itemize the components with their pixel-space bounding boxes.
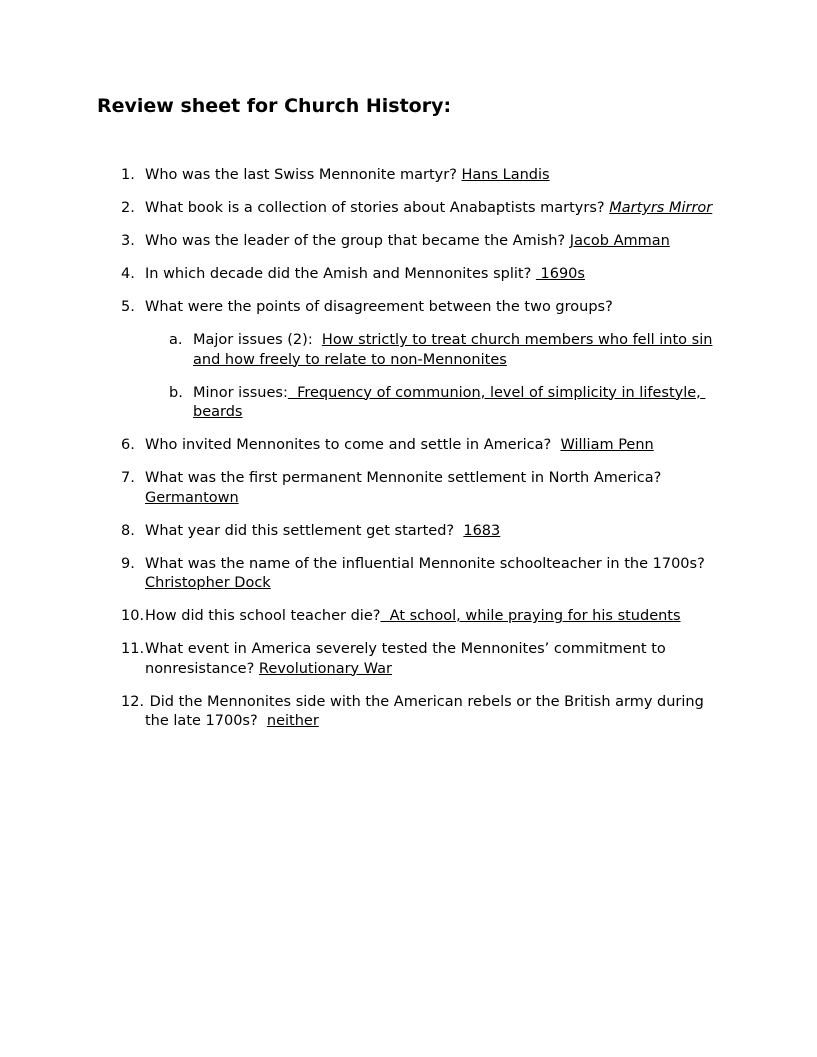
question-text: Who invited Mennonites to come and settle in America? (145, 437, 561, 453)
question-body (145, 555, 726, 594)
answer-text: At school, while praying for his students (380, 608, 681, 624)
subquestion-body (193, 384, 726, 423)
question-body (145, 522, 726, 542)
answer-text: Christopher Dock (145, 575, 271, 591)
answer-text: How strictly to treat church members who fell into sin and how freely to relate to non-Mennonites (193, 332, 713, 368)
question-item (121, 199, 726, 219)
question-item (121, 522, 726, 542)
question-body (145, 436, 726, 456)
question-text: What year did this settlement get started? (145, 522, 464, 539)
page-title: Review sheet for Church History: (97, 95, 452, 117)
answer-text: 1683 (463, 522, 501, 539)
question-text: What event in America severely tested the Mennonites’ commitment to nonresistance? (145, 641, 666, 677)
question-item (121, 265, 726, 285)
question-number: 5. (121, 299, 135, 315)
question-number: 3. (121, 233, 135, 249)
question-body (145, 298, 726, 423)
subquestion-text: Major issues (2): (193, 332, 322, 348)
subquestion-list (145, 331, 726, 423)
question-number: 1. (121, 167, 135, 183)
question-text: Did the Mennonites side with the American rebels or the British army during the late 1700s? (145, 693, 709, 729)
answer-text: Jacob Amman (569, 233, 670, 249)
question-number: 12. (121, 693, 145, 710)
answer-text: Hans Landis (461, 167, 550, 183)
question-item (121, 232, 726, 252)
question-body (145, 640, 726, 679)
subquestion-text: Minor issues: (193, 384, 288, 401)
question-item (121, 555, 726, 594)
question-number: 8. (121, 522, 135, 539)
question-item (121, 640, 726, 679)
question-body (145, 693, 726, 732)
question-body (145, 265, 726, 285)
question-item (121, 436, 726, 456)
question-item (121, 298, 726, 423)
answer-text: neither (266, 713, 319, 729)
question-body (145, 199, 726, 219)
question-text: Who was the last Swiss Mennonite martyr? (145, 167, 462, 183)
answer-text: 1690s (535, 266, 585, 282)
question-number: 9. (121, 555, 135, 572)
subquestion-body (193, 331, 726, 370)
question-number: 2. (121, 200, 135, 216)
question-item (121, 166, 726, 186)
answer-text: Martyrs Mirror (609, 200, 713, 216)
answer-text: Frequency of communion, level of simplicity in lifestyle, beards (193, 384, 706, 420)
question-number: 4. (121, 266, 135, 282)
subquestion-letter: b. (169, 384, 183, 401)
question-text: What book is a collection of stories about Anabaptists martyrs? (145, 200, 610, 216)
answer-text: William Penn (560, 437, 654, 453)
question-body (145, 166, 726, 186)
question-number: 6. (121, 437, 135, 453)
question-text: What was the name of the influential Mennonite schoolteacher in the 1700s? (145, 555, 705, 572)
question-text: Who was the leader of the group that became the Amish? (145, 233, 570, 249)
question-item (121, 469, 726, 508)
question-body (145, 607, 726, 627)
question-item (121, 607, 726, 627)
question-number: 11. (121, 641, 145, 657)
question-text: In which decade did the Amish and Mennonites split? (145, 266, 536, 282)
question-text: What was the first permanent Mennonite settlement in North America? (145, 470, 662, 486)
subquestion-letter: a. (169, 332, 183, 348)
question-number: 10. (121, 608, 145, 624)
question-body (145, 469, 726, 508)
question-list (121, 166, 726, 745)
question-number: 7. (121, 470, 135, 486)
question-item (121, 693, 726, 732)
subquestion-item (169, 331, 726, 370)
question-text: What were the points of disagreement between the two groups? (145, 299, 613, 315)
subquestion-item (169, 384, 726, 423)
question-body (145, 232, 726, 252)
question-text: How did this school teacher die? (145, 608, 381, 624)
answer-text: Germantown (145, 489, 239, 506)
answer-text: Revolutionary War (258, 660, 393, 677)
